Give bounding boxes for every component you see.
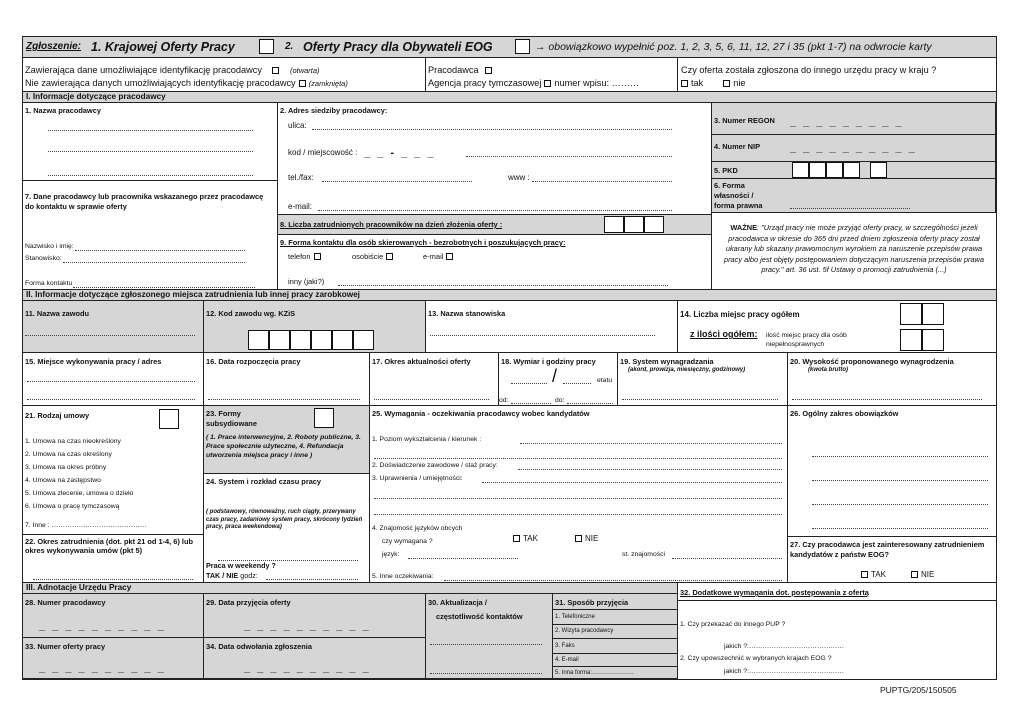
intake-method-2[interactable]: 2. Wizyta pracodawcy: [555, 628, 614, 634]
intake-method-label: 31. Sposób przyjęcia: [555, 598, 629, 607]
telfax-label: tel./fax:: [288, 173, 314, 182]
language-name-label: język:: [382, 551, 400, 558]
vacancies-box-1[interactable]: [900, 303, 922, 325]
contract-type-box[interactable]: [159, 409, 179, 429]
intake-method-5[interactable]: 5. Inna forma:…………………: [555, 670, 635, 676]
fte-denominator-field[interactable]: [563, 383, 591, 384]
subsidized-label-1: 23. Formy: [206, 409, 241, 418]
employer-name-cell: [23, 103, 278, 290]
occupation-code-box-5[interactable]: [332, 330, 353, 350]
intake-method-3[interactable]: 3. Faks: [555, 643, 575, 649]
occupation-code-box-4[interactable]: [311, 330, 332, 350]
employer-type-cell: [426, 58, 678, 92]
contact-position-label: Stanowisko:: [25, 255, 62, 262]
open-offer-checkbox[interactable]: [272, 67, 279, 74]
language-no-checkbox[interactable]: [575, 535, 582, 542]
fte-slash: /: [552, 366, 558, 386]
open-tag: (otwarta): [289, 66, 320, 75]
www-field[interactable]: [532, 181, 672, 182]
occupation-name-field[interactable]: [25, 335, 195, 336]
occupation-name-label: 11. Nazwa zawodu: [25, 309, 90, 318]
subsidized-options: ( 1. Prace interwencyjne, 2. Roboty publiczne, 3. Prace społecznie użyteczne, 4. Refundacja utworzenia miejsca pracy i inne ): [206, 434, 361, 459]
other-requirements-field[interactable]: [444, 580, 782, 581]
salary-hint: (kwota brutto): [808, 367, 848, 373]
header-instruction: → obowiązkowo wypełnić poz. 1, 2, 3, 5, 6, 11, 12, 27 i 35 (pkt 1-7) na odwrocie karty: [535, 41, 932, 53]
offer-number-label: 33. Numer oferty pracy: [25, 642, 106, 651]
open-offer-label: Zawierająca dane umożliwiające identyfikację pracodawcy: [25, 65, 262, 75]
option-eog-label: Oferty Pracy dla Obywateli EOG: [303, 40, 493, 54]
language-level-field[interactable]: [672, 558, 782, 559]
intake-method-1[interactable]: 1. Telefoniczne: [555, 614, 595, 620]
pay-system-label: 19. System wynagradzania: [620, 357, 714, 366]
duties-line-2[interactable]: [812, 480, 988, 481]
pkd-box-5[interactable]: [870, 162, 887, 178]
duties-cell: [788, 406, 996, 537]
update-frequency-label-2: częstotliwość kontaktów: [436, 612, 523, 621]
occupation-code-box-6[interactable]: [353, 330, 374, 350]
section-3-title: III. Adnotacje Urzędu Pracy: [23, 583, 678, 594]
employer-number-cell: [23, 594, 204, 638]
duties-line-4[interactable]: [812, 528, 988, 529]
agency-label: Agencja pracy tymczasowej: [428, 78, 542, 88]
personal-label: osobiście: [352, 252, 384, 261]
phone-label: telefon: [288, 252, 311, 261]
street-field[interactable]: [312, 129, 672, 130]
intake-method-4[interactable]: 4. E-mail: [555, 657, 579, 663]
employment-period-label: 22. Okres zatrudnienia (dot. pkt 21 od 1-4, 6) lub okres wykonywania umów (pkt 5): [25, 537, 193, 555]
employee-count-box-3[interactable]: [644, 216, 664, 233]
update-frequency-label-1: 30. Aktualizacja /: [428, 598, 487, 607]
acceptance-date-label: 29. Data przyjęcia oferty: [206, 598, 291, 607]
important-text: : "Urząd pracy nie może przyjąć oferty pracy, w szczególności jeżeli pracodawca w okresie do 365 dni przed dniem zgłoszenia oferty pracy został ukarany lub skazany prawomocnym wyrokiem za naruszenie przepisów prawa pracy albo jest objęty postępowaniem dotyczącym naruszenia przepisów prawa pracy." art. 36 ust. 5f Ustawy o promocji zatrudnienia (...): [723, 223, 985, 274]
update-frequency-line-2[interactable]: [430, 673, 542, 674]
vacancies-box-2[interactable]: [922, 303, 944, 325]
zgloszenie-label: Zgłoszenie:: [26, 41, 82, 52]
important-note: [716, 223, 992, 276]
skills-field[interactable]: [482, 482, 782, 483]
employee-count-cell: [278, 215, 712, 235]
employer-name-line-1[interactable]: [48, 130, 253, 131]
working-hours-cell: [499, 353, 618, 406]
option-krajowa-checkbox[interactable]: [259, 39, 274, 54]
section-1-title: I. Informacje dotyczące pracodawcy: [23, 92, 996, 103]
closed-offer-checkbox[interactable]: [299, 80, 306, 87]
contract-type-cell: [23, 406, 204, 535]
ownership-cell: [712, 179, 996, 213]
employer-name-label: 1. Nazwa pracodawcy: [25, 106, 101, 115]
other-contact-label: inny (jaki?): [288, 277, 325, 286]
extra-requirements-label: 32. Dodatkowe wymagania dot. postępowania z ofertą: [680, 588, 869, 597]
address-label: 2. Adres siedziby pracodawcy:: [280, 106, 388, 115]
fte-numerator-field[interactable]: [511, 383, 547, 384]
work-address-label: 15. Miejsce wykonywania pracy / adres: [25, 357, 162, 366]
hours-from-field[interactable]: [511, 403, 551, 404]
agency-checkbox[interactable]: [544, 80, 551, 87]
nip-cell: [712, 135, 996, 162]
nip-field[interactable]: _ _ _ _ _ _ _ _ _ _: [790, 142, 917, 154]
vacancies-disabled-label: ilość miejsc pracy dla osób niepełnosprawnych: [766, 332, 847, 348]
city-field[interactable]: [466, 156, 672, 157]
contact-form-field[interactable]: [73, 287, 255, 288]
vacancies-disabled-box-1[interactable]: [900, 329, 922, 351]
vacancies-sub-label: z ilości ogółem:: [690, 329, 758, 339]
registry-number-label: numer wpisu: ………: [554, 78, 640, 88]
contract-option-5[interactable]: 5. Umowa zlecenie, umowa o dzieło: [25, 490, 134, 497]
work-address-line-2[interactable]: [27, 399, 195, 400]
contact-method-label: 9. Forma kontaktu dla osób skierowanych - bezrobotnych i poszukujących pracy:: [280, 238, 566, 247]
occupation-name-cell: [23, 301, 204, 353]
weekend-yes-no[interactable]: TAK / NIE: [206, 571, 239, 580]
contact-name-field[interactable]: [75, 250, 245, 251]
employer-checkbox[interactable]: [485, 67, 492, 74]
occupation-code-cell: [204, 301, 426, 353]
contract-option-1[interactable]: 1. Umowa na czas nieokreślony: [25, 438, 121, 445]
duties-line-3[interactable]: [812, 504, 988, 505]
acceptance-date-cell: [204, 594, 426, 638]
pkd-cell: [712, 162, 996, 179]
language-required-label: czy wymagana ?: [382, 538, 433, 545]
other-office-cell: [678, 58, 996, 92]
employee-count-box-2[interactable]: [624, 216, 644, 233]
work-schedule-label: 24. System i rozkład czasu pracy: [206, 477, 322, 486]
work-address-cell: [23, 353, 204, 406]
pkd-label: 5. PKD: [714, 166, 738, 175]
vacancies-disabled-box-2[interactable]: [922, 329, 944, 351]
section-2-title: II. Informacje dotyczące zgłoszonego miejsca zatrudnienia lub innej pracy zarobkowej: [23, 290, 996, 301]
email-label: e-mail:: [288, 202, 313, 211]
vacancies-label: 14. Liczba miejsc pracy ogółem: [680, 310, 800, 319]
contract-option-4[interactable]: 4. Umowa na zastępstwo: [25, 477, 101, 484]
vacancies-cell: [678, 301, 996, 353]
hours-to-label: do:: [555, 397, 565, 404]
skills-label: 3. Uprawnienia / umiejętności:: [372, 475, 463, 482]
skills-field-3[interactable]: [374, 514, 782, 515]
pay-system-hint: (akord, prowizja, miesięczny, godzinowy): [628, 367, 746, 373]
contract-type-label: 21. Rodzaj umowy: [25, 411, 90, 420]
ownership-field[interactable]: [790, 208, 910, 209]
work-schedule-cell: [204, 474, 370, 583]
acceptance-date-field[interactable]: _ _ _ _ _ _ _ _ _ _: [244, 620, 371, 632]
personal-checkbox[interactable]: [386, 253, 393, 260]
requirements-label: 25. Wymagania - oczekiwania pracodawcy wobec kandydatów: [372, 409, 590, 418]
experience-label: 2. Doświadczenie zawodowe / staż pracy:: [372, 462, 498, 469]
other-office-yes-checkbox[interactable]: [681, 80, 688, 87]
start-date-cell: [204, 353, 370, 406]
other-requirements-label: 5. Inne oczekiwania:: [372, 573, 434, 580]
employment-period-field[interactable]: [33, 579, 193, 580]
subsidized-cell: [204, 406, 370, 474]
start-date-label: 16. Data rozpoczęcia pracy: [206, 357, 301, 366]
forward-to-pup-which[interactable]: jakich ?:……………………………………: [724, 643, 845, 650]
regon-label: 3. Numer REGON: [714, 116, 775, 125]
contact-form-label: Forma kontaktu: [25, 280, 73, 287]
duties-line-1[interactable]: [812, 456, 988, 457]
employer-name-line-3[interactable]: [48, 175, 253, 176]
employee-count-box-1[interactable]: [604, 216, 624, 233]
regon-field[interactable]: _ _ _ _ _ _ _ _ _: [790, 116, 904, 128]
pkd-box-3[interactable]: [826, 162, 843, 178]
subsidized-box[interactable]: [314, 408, 334, 428]
eog-yes-checkbox[interactable]: [861, 571, 868, 578]
contract-option-other[interactable]: 7. Inne : ……………………………………: [25, 522, 147, 529]
other-office-yes-label: tak: [691, 78, 704, 88]
languages-label: 4. Znajomość języków obcych: [372, 525, 463, 532]
hours-from-label: od:: [499, 397, 509, 404]
publish-eog-which[interactable]: jakich ?:……………………………………: [724, 668, 845, 675]
ownership-label-3: forma prawna: [714, 201, 763, 210]
other-office-no-label: nie: [733, 78, 746, 88]
employer-label: Pracodawca: [428, 65, 479, 75]
option-eog-number: 2.: [285, 41, 294, 52]
work-address-line-1[interactable]: [27, 381, 195, 382]
ownership-label-1: 6. Forma: [714, 181, 745, 190]
contact-position-field[interactable]: [63, 262, 245, 263]
employer-number-label: 28. Numer pracodawcy: [25, 598, 106, 607]
www-label: www :: [508, 173, 530, 182]
important-label: WAŻNE: [730, 223, 758, 232]
eog-no-checkbox[interactable]: [911, 571, 918, 578]
email-field[interactable]: [318, 210, 672, 211]
work-schedule-options: ( podstawowy, równoważny, ruch ciągły, przerywany czas pracy, zadaniowy system pracy, skrócony tydzień pracy, praca weekendowa): [206, 509, 363, 530]
contact-person-label: 7. Dane pracodawcy lub pracownika wskazanego przez pracodawcę do kontaktu w sprawie oferty: [25, 192, 264, 211]
employer-name-line-2[interactable]: [48, 151, 253, 152]
hours-to-field[interactable]: [567, 403, 613, 404]
contract-option-2[interactable]: 2. Umowa na czas określony: [25, 451, 112, 458]
employer-number-field[interactable]: _ _ _ _ _ _ _ _ _ _: [39, 620, 166, 632]
pay-system-field[interactable]: [622, 399, 778, 400]
position-name-field[interactable]: [430, 335, 655, 336]
publish-eog-question: 2. Czy upowszechnić w wybranych krajach EOG ?: [680, 655, 832, 662]
duties-label: 26. Ogólny zakres obowiązków: [790, 409, 899, 418]
withdrawal-date-label: 34. Data odwołania zgłoszenia: [206, 642, 312, 651]
skills-field-2[interactable]: [374, 498, 782, 499]
occupation-code-box-3[interactable]: [290, 330, 311, 350]
contact-name-label: Nazwisko i imię:: [25, 243, 74, 250]
intake-method-cell: [553, 594, 678, 679]
education-field[interactable]: [520, 443, 782, 444]
telfax-field[interactable]: [322, 181, 472, 182]
form-header: [23, 37, 996, 58]
option-eog-checkbox[interactable]: [515, 39, 530, 54]
street-label: ulica:: [288, 121, 307, 130]
visibility-cell: [23, 58, 426, 92]
pkd-box-1[interactable]: [792, 162, 809, 178]
postcode-field[interactable]: _ _ - _ _ _: [364, 147, 436, 159]
withdrawal-date-field[interactable]: _ _ _ _ _ _ _ _ _ _: [244, 662, 371, 674]
offer-validity-cell: [370, 353, 499, 406]
closed-offer-label: Nie zawierająca danych umożliwiających identyfikację pracodawcy: [25, 78, 296, 88]
employee-count-label: 8. Liczba zatrudnionych pracowników na dzień złożenia oferty :: [280, 220, 503, 229]
withdrawal-date-cell: [204, 638, 426, 679]
extra-requirements-cell: [678, 583, 996, 679]
weekend-hours-field[interactable]: [266, 579, 358, 580]
fte-label: etatu: [597, 377, 613, 384]
position-name-label: 13. Nazwa stanowiska: [428, 309, 506, 318]
contract-option-6[interactable]: 6. Umowa o pracę tymczasową: [25, 503, 120, 510]
form-code: PUPTG/205/150505: [880, 685, 957, 695]
other-contact-field[interactable]: [338, 285, 668, 286]
language-name-field[interactable]: [408, 558, 518, 559]
email-contact-checkbox[interactable]: [446, 253, 453, 260]
eog-interest-cell: [788, 537, 996, 583]
option-krajowa-label: 1. Krajowej Oferty Pracy: [91, 40, 235, 54]
experience-field[interactable]: [518, 469, 782, 470]
nip-label: 4. Numer NIP: [714, 142, 761, 151]
other-office-no-checkbox[interactable]: [723, 80, 730, 87]
offer-number-field[interactable]: _ _ _ _ _ _ _ _ _ _: [39, 662, 166, 674]
salary-label: 20. Wysokość proponowanego wynagrodzenia: [790, 357, 954, 366]
closed-tag: (zamknięta): [308, 79, 348, 88]
ownership-label-2: własności /: [714, 191, 754, 200]
position-name-cell: [426, 301, 678, 353]
address-cell: [278, 103, 712, 215]
language-level-label: st. znajomości: [622, 551, 666, 558]
education-field-2[interactable]: [374, 458, 782, 459]
important-note-cell: [712, 213, 996, 290]
offer-form: [22, 36, 997, 680]
eog-no-label: NIE: [921, 570, 935, 579]
start-date-field[interactable]: [208, 399, 360, 400]
pkd-box-2[interactable]: [809, 162, 826, 178]
email-contact-label: e-mail: [423, 252, 444, 261]
salary-field[interactable]: [792, 399, 982, 400]
eog-interest-label: 27. Czy pracodawca jest zainteresowany zatrudnieniem kandydatów z państw EOG?: [790, 540, 985, 559]
offer-number-cell: [23, 638, 204, 679]
occupation-code-box-2[interactable]: [269, 330, 290, 350]
update-frequency-line-1[interactable]: [430, 644, 542, 645]
language-no-label: NIE: [585, 534, 599, 543]
postcode-label: kod / miejscowość :: [288, 148, 358, 157]
education-label: 1. Poziom wykształcenia / kierunek :: [372, 436, 482, 443]
employment-period-cell: [23, 535, 204, 583]
update-frequency-cell: [426, 594, 553, 679]
occupation-code-label: 12. Kod zawodu wg. KZiS: [206, 309, 296, 318]
regon-cell: [712, 103, 996, 135]
contract-option-3[interactable]: 3. Umowa na okres próbny: [25, 464, 107, 471]
contact-method-cell: [278, 235, 712, 290]
offer-validity-label: 17. Okres aktualności oferty: [372, 357, 471, 366]
requirements-cell: [370, 406, 788, 583]
other-office-question: Czy oferta została zgłoszona do innego urzędu pracy w kraju ?: [681, 65, 937, 75]
working-hours-label: 18. Wymiar i godziny pracy: [501, 357, 596, 366]
eog-yes-label: TAK: [871, 570, 886, 579]
offer-validity-field[interactable]: [374, 399, 489, 400]
weekend-hours-label: godz:: [240, 571, 258, 580]
salary-cell: [788, 353, 996, 406]
language-yes-label: TAK: [523, 534, 538, 543]
weekend-work-label: Praca w weekendy ?: [206, 561, 276, 570]
pay-system-cell: [618, 353, 788, 406]
pkd-box-4[interactable]: [843, 162, 860, 178]
forward-to-pup-question: 1. Czy przekazać do innego PUP ?: [680, 621, 786, 628]
occupation-code-box-1[interactable]: [248, 330, 269, 350]
subsidized-label-2: subsydiowane: [206, 419, 257, 428]
phone-checkbox[interactable]: [314, 253, 321, 260]
language-yes-checkbox[interactable]: [513, 535, 520, 542]
